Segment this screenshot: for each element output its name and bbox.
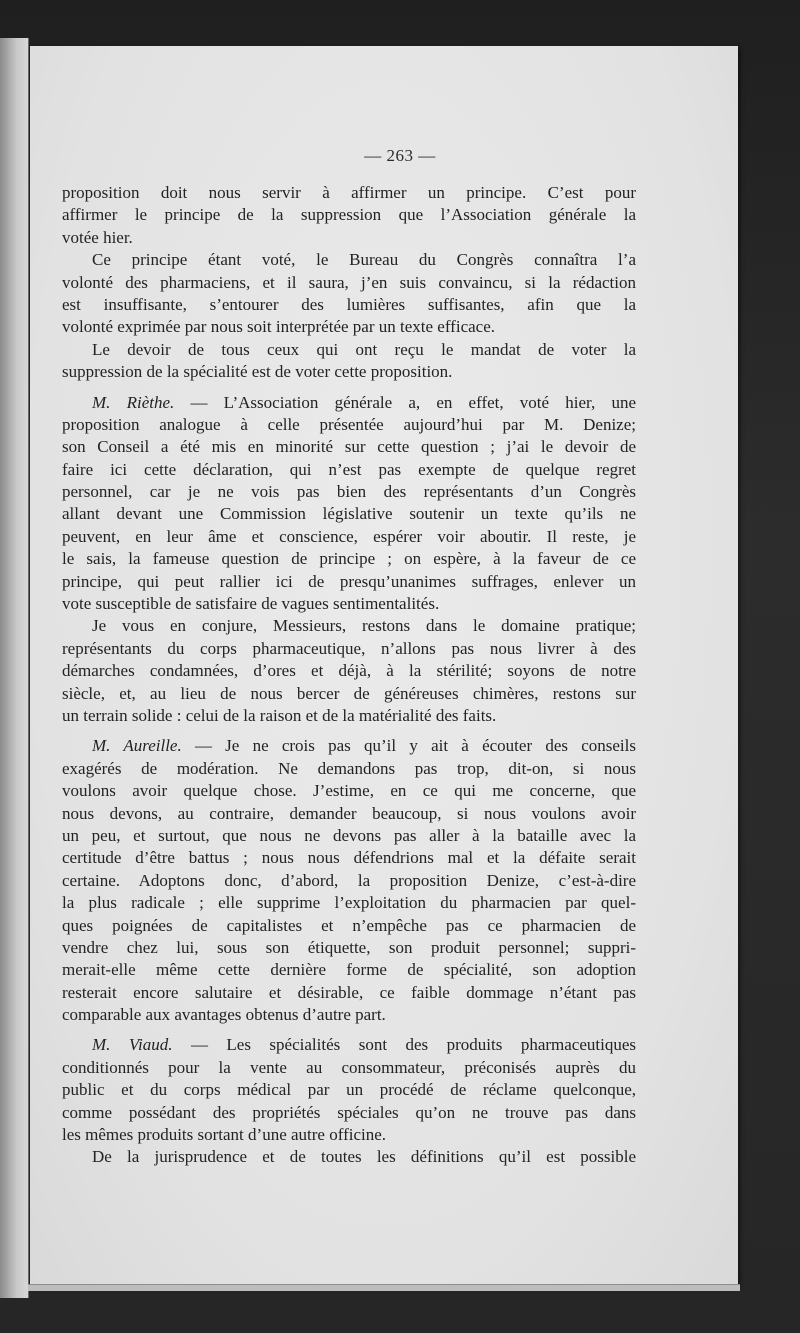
text-line [62,870,636,892]
line-text: — Je ne crois pas qu’il y ait à écouter des conseils [181,736,636,756]
text-line [62,1034,636,1056]
line-text: proposition doit nous servir à affirmer un principe. C’est pour [62,183,636,202]
page-number: — 263 — [364,146,436,165]
text-line [62,361,636,383]
text-line [62,825,636,847]
line-text: un peu, et surtout, que nous ne devons pas aller à la bataille avec la [62,825,636,845]
line-text: certaine. Adoptons donc, d’abord, la proposition Denize, c’est-à-dire [62,870,636,890]
line-text: ques poignées de capitalistes et n’empêche pas ce pharmacien de [62,915,636,935]
text-line [62,937,636,959]
text-line [62,803,636,825]
line-text: exagérés de modération. Ne demandons pas trop, dit-on, si nous [62,758,636,778]
facing-page-edge [0,38,29,1298]
text-line [62,294,636,316]
text-line [62,392,636,414]
text-line [62,638,636,660]
text-line [62,459,636,481]
line-text: Ce principe étant voté, le Bureau du Congrès connaîtra l’a [92,250,636,270]
text-line [62,780,636,802]
text-line [62,414,636,436]
text-line [62,593,636,615]
line-text: suppression de la spécialité est de voter cette proposition. [62,362,453,382]
line-text: peuvent, en leur âme et conscience, espérer voir aboutir. Il reste, je [62,526,636,546]
speaker-name: M. Rièthe. [92,392,175,412]
text-line [62,204,636,226]
line-text: principe, qui peut rallier ici de presqu’unanimes suffrages, enlever un [62,571,636,591]
text-line [62,982,636,1004]
paragraph-gap [62,727,636,735]
text-line [62,705,636,727]
line-text: affirmer le principe de la suppression que l’Association générale la [62,205,636,225]
line-text: volonté des pharmaciens, et il saura, j’en suis convaincu, si la rédaction [62,272,636,292]
line-text: voulons avoir quelque chose. J’estime, en ce qui me concerne, que [62,781,636,801]
line-text: nous devons, au contraire, demander beaucoup, si nous voulons avoir [62,803,636,823]
text-line [62,571,636,593]
body-text [62,182,636,1169]
speaker-name: M. Viaud. [92,1035,173,1055]
line-text: représentants du corps pharmaceutique, n’allons pas nous livrer à des [62,638,636,658]
text-line [62,272,636,294]
text-line [62,915,636,937]
text-line [62,660,636,682]
line-text: siècle, et, au lieu de nous bercer de généreuses chimères, restons sur [62,683,636,703]
line-text: un terrain solide : celui de la raison et de la matérialité des faits. [62,705,497,725]
line-text: — Les spécialités sont des produits pharmaceutiques [172,1035,636,1055]
line-text: vote susceptible de satisfaire de vagues sentimentalités. [62,594,440,614]
text-line [62,339,636,361]
line-text: personnel, car je ne vois pas bien des représentants d’un Congrès [62,482,636,502]
text-line [62,1079,636,1101]
line-text: volonté exprimée par nous soit interprétée par un texte efficace. [62,317,496,337]
text-line [62,758,636,780]
line-text: Le devoir de tous ceux qui ont reçu le mandat de voter la [92,339,636,359]
text-line [62,249,636,271]
line-text: votée hier. [62,227,133,247]
line-text: Je vous en conjure, Messieurs, restons dans le domaine pratique; [92,616,636,636]
text-line [62,548,636,570]
line-text: comparable aux avantages obtenus d’autre part. [62,1005,386,1025]
text-line [62,1102,636,1124]
speaker-name: M. Aureille. [92,736,182,756]
text-line [62,615,636,637]
text-line [62,316,636,338]
text-line [62,1004,636,1026]
text-line [62,481,636,503]
text-line [62,892,636,914]
line-text: allant devant une Commission législative soutenir un texte qu’ils ne [62,504,636,524]
line-text: public et du corps médical par un procédé de réclame quelconque, [62,1080,636,1100]
text-line [62,959,636,981]
text-line [62,735,636,757]
page-bottom-edge [28,1284,740,1291]
line-text: démarches condamnées, d’ores et déjà, à la stérilité; soyons de notre [62,661,636,681]
line-text: les mêmes produits sortant d’une autre officine. [62,1125,387,1145]
line-text: conditionnés pour la vente au consommateur, préconisés auprès du [62,1057,636,1077]
text-line [62,683,636,705]
line-text: — L’Association générale a, en effet, voté hier, une [174,392,636,412]
line-text: vendre chez lui, sous son étiquette, son produit personnel; suppri- [62,937,636,957]
line-text: faire ici cette déclaration, qui n’est pas exempte de quelque regret [62,459,636,479]
line-text: merait-elle même cette dernière forme de spécialité, son adoption [62,960,636,980]
line-text: proposition analogue à celle présentée aujourd’hui par M. Denize; [62,414,636,434]
line-text: est insuffisante, s’entourer des lumières suffisantes, afin que la [62,294,636,314]
text-line [62,526,636,548]
paragraph-gap [62,1026,636,1034]
text-line [62,436,636,458]
line-text: le sais, la fameuse question de principe ; on espère, à la faveur de ce [62,549,636,569]
text-line [62,1146,636,1168]
text-line [62,1124,636,1146]
line-text: la plus radicale ; elle supprime l’exploitation du pharmacien par quel- [62,893,636,913]
line-text: comme possédant des propriétés spéciales qu’on ne trouve pas dans [62,1102,636,1122]
text-line [62,182,636,204]
line-text: De la jurisprudence et de toutes les définitions qu’il est possible [92,1147,636,1167]
text-line [62,1057,636,1079]
line-text: son Conseil a été mis en minorité sur cette question ; j’ai le devoir de [62,437,636,457]
line-text: resterait encore salutaire et désirable, ce faible dommage n’étant pas [62,982,636,1002]
text-line [62,847,636,869]
line-text: certitude d’être battus ; nous nous défendrions mal et la défaite serait [62,848,636,868]
text-line [62,503,636,525]
text-line [62,227,636,249]
paragraph-gap [62,384,636,392]
